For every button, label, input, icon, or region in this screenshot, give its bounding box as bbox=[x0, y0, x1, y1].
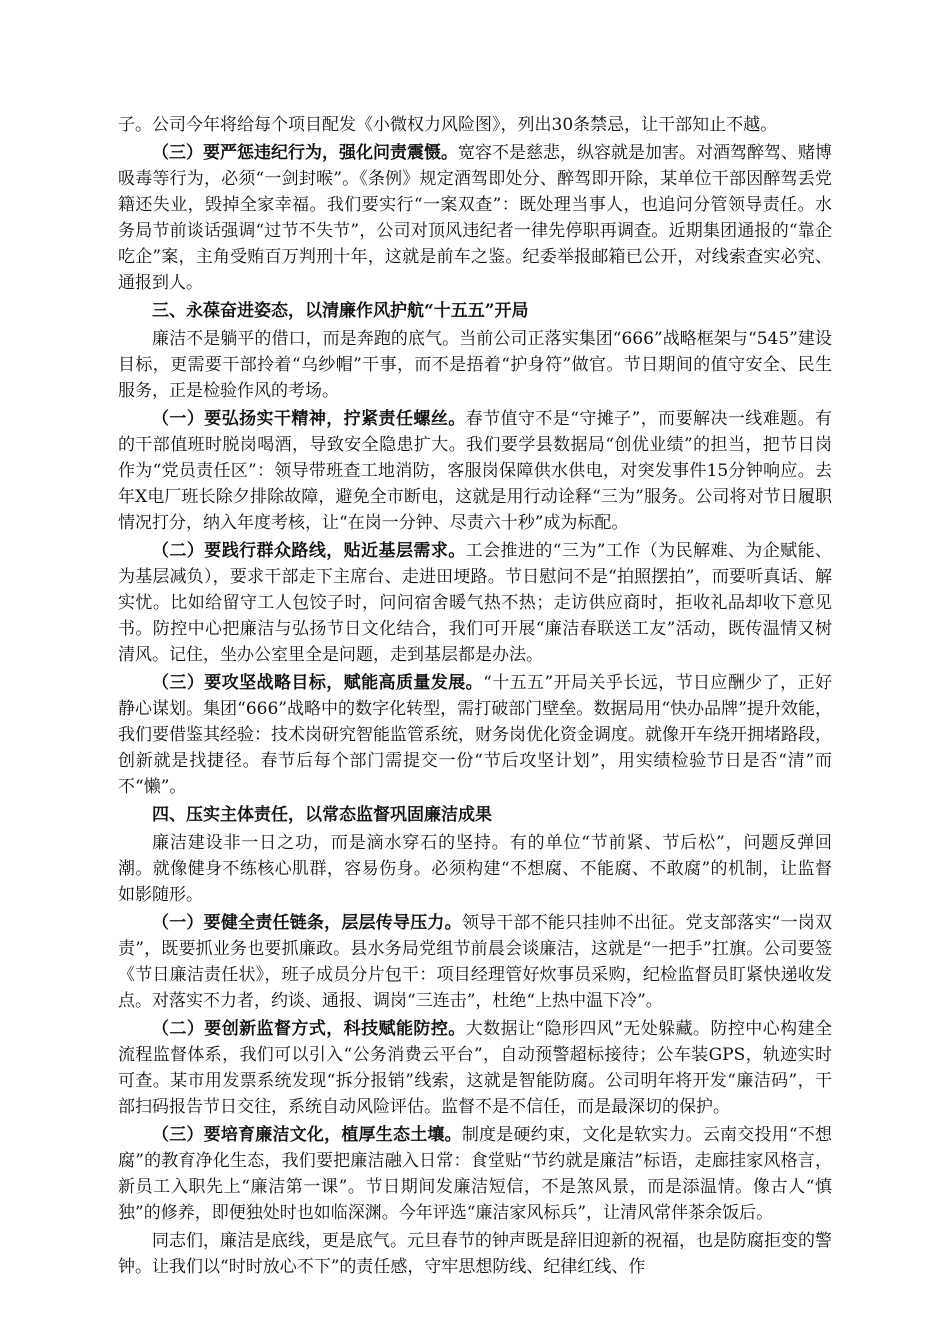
paragraph-text: 廉洁不是躺平的借口，而是奔跑的底气。当前公司正落实集团“666”战略框架与“545”建设目标，更需要干部拎着“乌纱帽”干事，而不是捂着“护身符”做官。节日期间的值守安全、民生服务，正是检验作风的考场。 bbox=[118, 329, 832, 401]
paragraph-lead: （一）要弘扬实干精神，拧紧责任螺丝。 bbox=[152, 409, 466, 429]
paragraph-text: 同志们，廉洁是底线，更是底气。元旦春节的钟声既是辞旧迎新的祝福，也是防腐拒变的警钟。让我们以“时时放心不下”的责任感，守牢思想防线、纪律红线、作 bbox=[118, 1231, 832, 1277]
paragraph-text: 春节值守不是“守摊子”，而要解决一线难题。有的干部值班时脱岗喝酒，导致安全隐患扩大。我们要学县数据局“创优业绩”的担当，把节日岗作为“党员责任区”：领导带班查工地消防，客服岗保障供水供电，对突发事件15分钟响应。去年X电厂班长除夕排除故障，避免全市断电，这就是用行动诠释“三为”服务。公司将对节日履职情况打分，纳入年度考核，让“在岗一分钟、尽责六十秒”成为标配。 bbox=[118, 409, 832, 533]
paragraph-lead: （三）要严惩违纪行为，强化问责震慑。 bbox=[152, 143, 458, 163]
paragraph-lead: （三）要培育廉洁文化，植厚生态土壤。 bbox=[152, 1125, 462, 1145]
body-paragraph bbox=[118, 538, 832, 668]
body-paragraph bbox=[118, 112, 832, 138]
paragraph-text: 大数据让“隐形四风”无处躲藏。防控中心构建全流程监督体系，我们可以引入“公务消费云平台”，自动预警超标接待；公车装GPS，轨迹实时可查。某市用发票系统发现“拆分报销”线索，这就是智能防腐。公司明年将开发“廉洁码”，干部扫码报告节日交往，系统自动风险评估。监督不是不信任，而是最深切的保护。 bbox=[118, 1019, 832, 1117]
paragraph-lead: （一）要健全责任链条，层层传导压力。 bbox=[152, 913, 462, 933]
paragraph-text: 廉洁建设非一日之功，而是滴水穿石的坚持。有的单位“节前紧、节后松”，问题反弹回潮。就像健身不练核心肌群，容易伤身。必须构建“不想腐、不能腐、不敢腐”的机制，让监督如影随形。 bbox=[118, 833, 832, 905]
paragraph-text: 制度是硬约束，文化是软实力。云南交投用“不想腐”的教育净化生态，我们要把廉洁融入日常：食堂贴“节约就是廉洁”标语，走廊挂家风格言，新员工入职先上“廉洁第一课”。节日期间发廉洁短信，不是煞风景，而是添温情。像古人“慎独”的修养，即便独处时也如临深渊。今年评选“廉洁家风标兵”，让清风常伴茶余饭后。 bbox=[118, 1125, 833, 1223]
paragraph-text: 领导干部不能只挂帅不出征。党支部落实“一岗双责”，既要抓业务也要抓廉政。县水务局党组节前晨会谈廉洁，这就是“一把手”扛旗。公司要签《节日廉洁责任状》，班子成员分片包干：项目经理管好炊事员采购，纪检监督员盯紧快递收发点。对落实不力者，约谈、通报、调岗“三连击”，杜绝“上热中温下冷”。 bbox=[118, 913, 833, 1011]
paragraph-lead: （三）要攻坚战略目标，赋能高质量发展。 bbox=[152, 673, 484, 693]
body-paragraph bbox=[118, 670, 832, 800]
body-paragraph bbox=[118, 910, 832, 1014]
paragraph-lead: （二）要创新监督方式，科技赋能防控。 bbox=[152, 1019, 466, 1039]
paragraph-text: 宽容不是慈悲，纵容就是加害。对酒驾醉驾、赌博吸毒等行为，必须“一剑封喉”。《条例》规定酒驾即处分、醉驾即开除，某单位干部因醉驾丢党籍还失业，毁掉全家幸福。我们要实行“一案双查”：既处理当事人，也追问分管领导责任。水务局节前谈话强调“过节不失节”，公司对顶风违纪者一律先停职再调查。近期集团通报的“靠企吃企”案，主角受贿百万判刑十年，这就是前车之鉴。纪委举报邮箱已公开，对线索查实必究、通报到人。 bbox=[118, 143, 832, 293]
body-paragraph bbox=[118, 1122, 832, 1226]
body-paragraph bbox=[118, 830, 832, 908]
body-paragraph bbox=[118, 326, 832, 404]
paragraph-text: 工会推进的“三为”工作（为民解难、为企赋能、为基层减负），要求干部走下主席台、走进田埂路。节日慰问不是“拍照摆拍”，而要听真话、解实忧。比如给留守工人包饺子时，问问宿舍暖气热不热；走访供应商时，拒收礼品却收下意见书。防控中心把廉洁与弘扬节日文化结合，我们可开展“廉洁春联送工友”活动，既传温情又树清风。记住，坐办公室里全是问题，走到基层都是办法。 bbox=[118, 541, 832, 665]
paragraph-text: 子。公司今年将给每个项目配发《小微权力风险图》，列出30条禁忌，让干部知止不越。 bbox=[118, 115, 778, 135]
paragraph-lead: （二）要践行群众路线，贴近基层需求。 bbox=[152, 541, 466, 561]
body-paragraph bbox=[118, 140, 832, 296]
section-heading: 四、压实主体责任，以常态监督巩固廉洁成果 bbox=[152, 805, 492, 825]
section-heading: 三、永葆奋进姿态，以清廉作风护航“十五五”开局 bbox=[152, 301, 529, 321]
paragraph-text: “十五五”开局关乎长远，节日应酬少了，正好静心谋划。集团“666”战略中的数字化转型，需打破部门壁垒。数据局用“快办品牌”提升效能，我们要借鉴其经验：技术岗研究智能监管系统，财务岗优化资金调度。就像开车绕开拥堵路段，创新就是找捷径。春节后每个部门需提交一份“节后攻坚计划”，用实绩检验节日是否“清”而不“懒”。 bbox=[118, 673, 832, 797]
body-paragraph bbox=[118, 406, 832, 536]
body-paragraph bbox=[118, 1016, 832, 1120]
body-paragraph bbox=[118, 1228, 832, 1280]
